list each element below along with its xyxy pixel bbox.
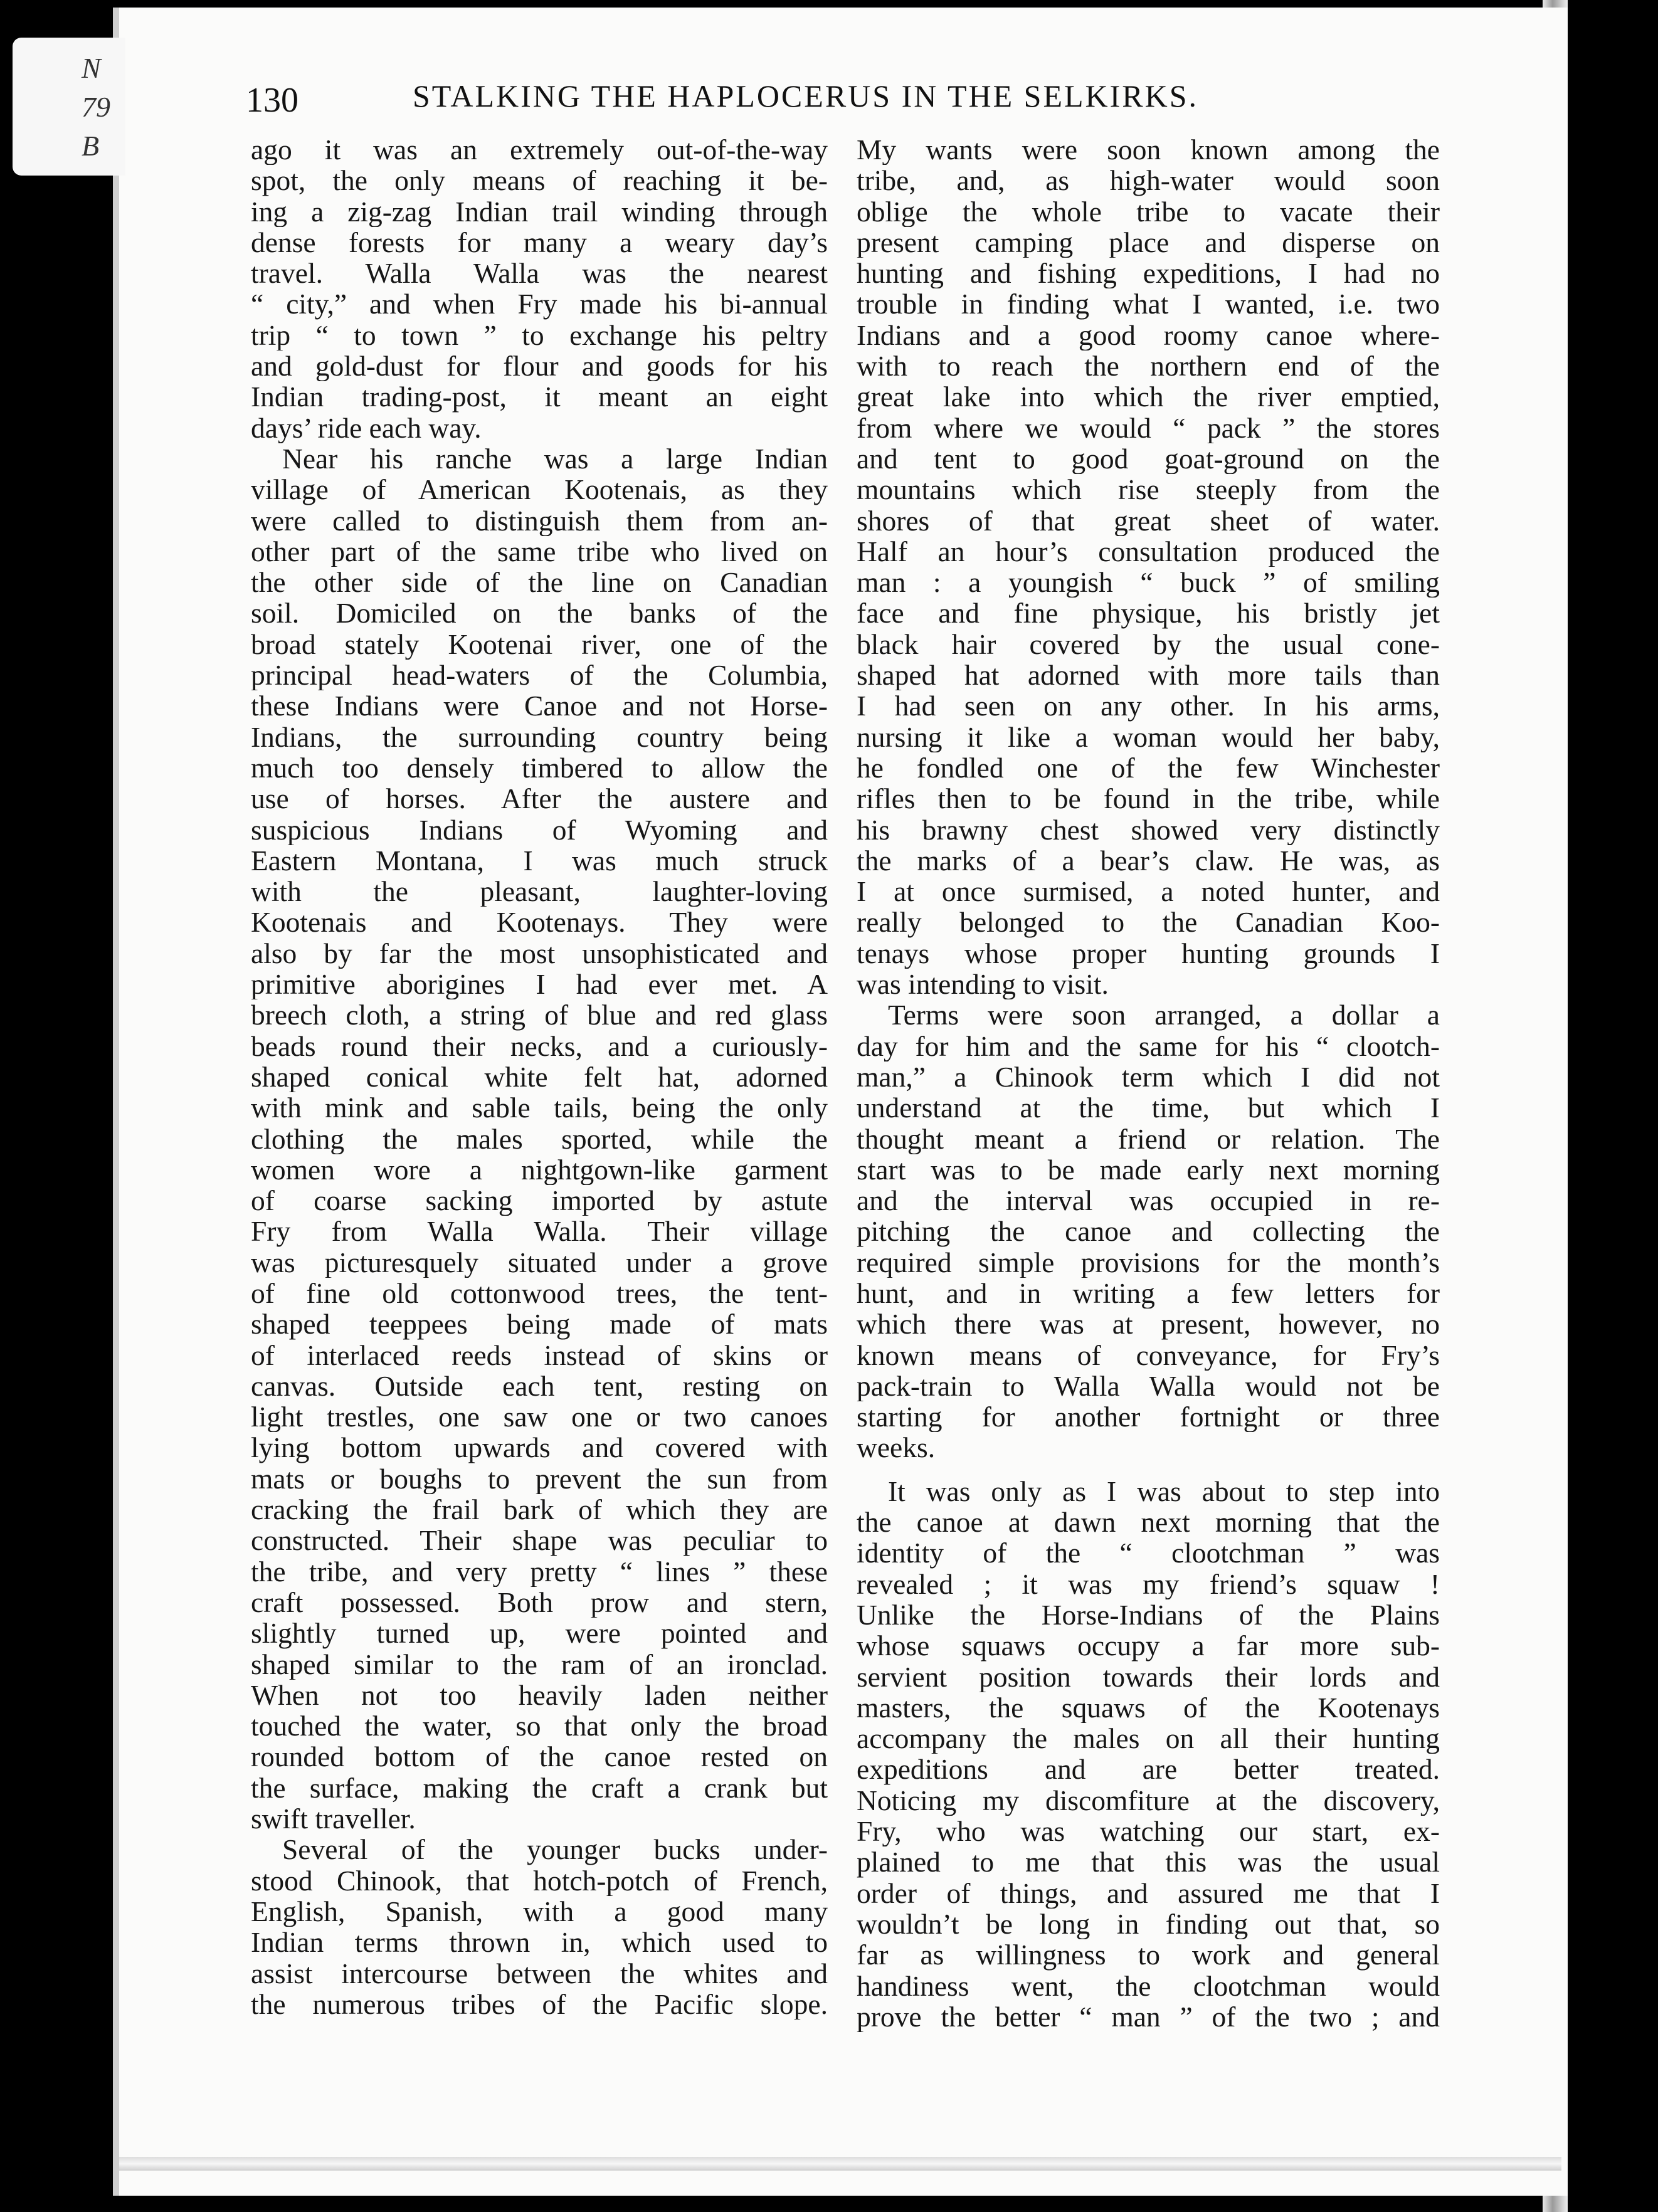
text-line: primitive aborigines I had ever met. A: [251, 969, 828, 1000]
text-line: stood Chinook, that hotch-potch of French,: [251, 1865, 828, 1896]
text-line: breech cloth, a string of blue and red glass: [251, 999, 828, 1031]
text-line: craft possessed. Both prow and stern,: [251, 1586, 828, 1618]
text-line: mountains which rise steeply from the: [857, 474, 1440, 505]
text-line: broad stately Kootenai river, one of the: [251, 628, 828, 660]
text-line: Noticing my discomfiture at the discovery,: [857, 1784, 1440, 1816]
text-line: tenays whose proper hunting grounds I: [857, 937, 1440, 969]
text-line: really belonged to the Canadian Koo-: [857, 907, 1440, 938]
text-line: light trestles, one saw one or two canoes: [251, 1401, 828, 1433]
text-line: lying bottom upwards and covered with: [251, 1432, 828, 1463]
text-line: It was only as I was about to step into: [888, 1475, 1440, 1507]
page-number: 130: [246, 81, 298, 120]
text-line: weeks.: [857, 1432, 936, 1463]
text-line: suspicious Indians of Wyoming and: [251, 814, 828, 845]
text-line: these Indians were Canoe and not Horse-: [251, 690, 828, 722]
page-bottom-edge: [119, 2157, 1561, 2171]
text-line: far as willingness to work and general: [857, 1939, 1440, 1971]
text-line: oblige the whole tribe to vacate their: [857, 196, 1440, 227]
text-line: the other side of the line on Canadian: [251, 567, 828, 598]
text-line: soil. Domiciled on the banks of the: [251, 598, 828, 629]
text-line: Unlike the Horse-Indians of the Plains: [857, 1599, 1440, 1631]
text-line: with to reach the northern end of the: [857, 350, 1440, 382]
text-line: Indians, the surrounding country being: [251, 721, 828, 752]
text-line: black hair covered by the usual cone-: [857, 628, 1440, 660]
text-line: Indians and a good roomy canoe where-: [857, 319, 1440, 351]
text-line: When not too heavily laden neither: [251, 1679, 828, 1711]
text-line: whose squaws occupy a far more sub-: [857, 1630, 1440, 1662]
text-line: rifles then to be found in the tribe, while: [857, 783, 1440, 814]
text-line: pack-train to Walla Walla would not be: [857, 1370, 1440, 1402]
text-line: and gold-dust for flour and goods for his: [251, 350, 828, 382]
margin-note-line: N: [82, 52, 101, 84]
text-line: which there was at present, however, no: [857, 1309, 1440, 1340]
text-line: also by far the most unsophisticated and: [251, 937, 828, 969]
text-line: days’ ride each way.: [251, 412, 482, 443]
text-line: women wore a nightgown-like garment: [251, 1154, 828, 1186]
text-line: constructed. Their shape was peculiar to: [251, 1525, 828, 1556]
text-line: Fry from Walla Walla. Their village: [251, 1216, 828, 1247]
text-line: the numerous tribes of the Pacific slope.: [251, 1988, 828, 2020]
text-line: shaped hat adorned with more tails than: [857, 660, 1440, 691]
text-line: I had seen on any other. In his arms,: [857, 690, 1440, 722]
text-line: Terms were soon arranged, a dollar a: [888, 999, 1440, 1031]
text-line: the tribe, and very pretty “ lines ” these: [251, 1556, 828, 1587]
text-line: was intending to visit.: [857, 969, 1109, 1000]
text-line: expeditions and are better treated.: [857, 1754, 1440, 1785]
text-line: of interlaced reeds instead of skins or: [251, 1339, 828, 1371]
left-text-column: [251, 134, 828, 2020]
text-line: plained to me that this was the usual: [857, 1846, 1440, 1878]
text-line: swift traveller.: [251, 1803, 416, 1835]
text-line: day for him and the same for his “ clootch-: [857, 1030, 1440, 1061]
text-line: trip “ to town ” to exchange his peltry: [251, 319, 828, 351]
text-line: touched the water, so that only the broad: [251, 1710, 828, 1742]
text-line: shaped similar to the ram of an ironclad.: [251, 1648, 828, 1680]
text-line: ago it was an extremely out-of-the-way: [251, 134, 828, 166]
text-line: Indian terms thrown in, which used to: [251, 1927, 828, 1958]
text-line: he fondled one of the few Winchester: [857, 752, 1440, 784]
text-line: canvas. Outside each tent, resting on: [251, 1370, 828, 1402]
text-line: wouldn’t be long in finding out that, so: [857, 1908, 1440, 1940]
text-line: Indian trading-post, it meant an eight: [251, 381, 828, 413]
text-line: and tent to good goat-ground on the: [857, 443, 1440, 475]
text-line: was picturesquely situated under a grove: [251, 1246, 828, 1278]
text-line: use of horses. After the austere and: [251, 783, 828, 814]
text-line: starting for another fortnight or three: [857, 1401, 1440, 1433]
text-line: great lake into which the river emptied,: [857, 381, 1440, 413]
text-line: spot, the only means of reaching it be-: [251, 165, 828, 196]
margin-note-line: 79: [82, 91, 110, 123]
text-line: Several of the younger bucks under-: [282, 1834, 828, 1865]
text-line: understand at the time, but which I: [857, 1092, 1440, 1124]
text-line: slightly turned up, were pointed and: [251, 1618, 828, 1649]
text-line: Kootenais and Kootenays. They were: [251, 907, 828, 938]
text-line: the canoe at dawn next morning that the: [857, 1507, 1440, 1538]
text-line: required simple provisions for the month’s: [857, 1246, 1440, 1278]
text-line: trouble in finding what I wanted, i.e. two: [857, 288, 1440, 320]
text-line: from where we would “ pack ” the stores: [857, 412, 1440, 443]
text-line: much too densely timbered to allow the: [251, 752, 828, 784]
text-line: identity of the “ clootchman ” was: [857, 1537, 1440, 1569]
text-line: with mink and sable tails, being the only: [251, 1092, 828, 1124]
paragraph-gap: [857, 1463, 1440, 1476]
text-line: the marks of a bear’s claw. He was, as: [857, 845, 1440, 877]
text-line: present camping place and disperse on: [857, 226, 1440, 258]
text-line: the surface, making the craft a crank but: [251, 1772, 828, 1804]
running-title: STALKING THE HAPLOCERUS IN THE SELKIRKS.: [413, 78, 1199, 113]
text-line: I at once surmised, a noted hunter, and: [857, 876, 1440, 907]
text-line: man : a youngish “ buck ” of smiling: [857, 567, 1440, 598]
text-line: nursing it like a woman would her baby,: [857, 721, 1440, 752]
library-margin-note: [13, 38, 125, 176]
text-line: village of American Kootenais, as they: [251, 474, 828, 505]
text-line: known means of conveyance, for Fry’s: [857, 1339, 1440, 1371]
text-line: principal head-waters of the Columbia,: [251, 660, 828, 691]
text-line: Near his ranche was a large Indian: [282, 443, 828, 475]
text-line: Eastern Montana, I was much struck: [251, 845, 828, 877]
text-line: English, Spanish, with a good many: [251, 1895, 828, 1927]
text-line: with the pleasant, laughter-loving: [251, 876, 828, 907]
text-line: thought meant a friend or relation. The: [857, 1123, 1440, 1154]
text-line: clothing the males sported, while the: [251, 1123, 828, 1154]
text-line: mats or boughs to prevent the sun from: [251, 1463, 828, 1495]
text-line: prove the better “ man ” of the two ; and: [857, 2001, 1440, 2033]
text-line: face and fine physique, his bristly jet: [857, 598, 1440, 629]
text-line: shaped teeppees being made of mats: [251, 1309, 828, 1340]
text-line: hunt, and in writing a few letters for: [857, 1277, 1440, 1309]
text-line: dense forests for many a weary day’s: [251, 226, 828, 258]
text-line: cracking the frail bark of which they are: [251, 1494, 828, 1525]
text-line: pitching the canoe and collecting the: [857, 1216, 1440, 1247]
text-line: travel. Walla Walla was the nearest: [251, 258, 828, 289]
text-line: of fine old cottonwood trees, the tent-: [251, 1277, 828, 1309]
text-line: beads round their necks, and a curiously-: [251, 1030, 828, 1061]
text-line: tribe, and, as high-water would soon: [857, 165, 1440, 196]
text-line: were called to distinguish them from an-: [251, 505, 828, 536]
margin-note-line: B: [82, 130, 100, 162]
text-line: Half an hour’s consultation produced the: [857, 535, 1440, 567]
text-line: My wants were soon known among the: [857, 134, 1440, 166]
text-line: and the interval was occupied in re-: [857, 1185, 1440, 1216]
text-line: “ city,” and when Fry made his bi-annual: [251, 288, 828, 320]
text-line: hunting and fishing expeditions, I had no: [857, 258, 1440, 289]
text-line: Fry, who was watching our start, ex-: [857, 1816, 1440, 1847]
text-line: masters, the squaws of the Kootenays: [857, 1692, 1440, 1724]
text-line: start was to be made early next morning: [857, 1154, 1440, 1186]
text-line: other part of the same tribe who lived on: [251, 535, 828, 567]
text-line: ing a zig-zag Indian trail winding through: [251, 196, 828, 227]
text-line: order of things, and assured me that I: [857, 1877, 1440, 1909]
text-line: accompany the males on all their hunting: [857, 1723, 1440, 1754]
text-line: his brawny chest showed very distinctly: [857, 814, 1440, 845]
right-text-column: [857, 134, 1440, 2032]
text-line: shores of that great sheet of water.: [857, 505, 1440, 536]
text-line: of coarse sacking imported by astute: [251, 1185, 828, 1216]
text-line: man,” a Chinook term which I did not: [857, 1061, 1440, 1093]
text-line: shaped conical white felt hat, adorned: [251, 1061, 828, 1093]
text-line: servient position towards their lords and: [857, 1661, 1440, 1692]
text-line: assist intercourse between the whites and: [251, 1957, 828, 1989]
text-line: rounded bottom of the canoe rested on: [251, 1741, 828, 1772]
text-line: revealed ; it was my friend’s squaw !: [857, 1568, 1440, 1599]
text-line: handiness went, the clootchman would: [857, 1970, 1440, 2001]
